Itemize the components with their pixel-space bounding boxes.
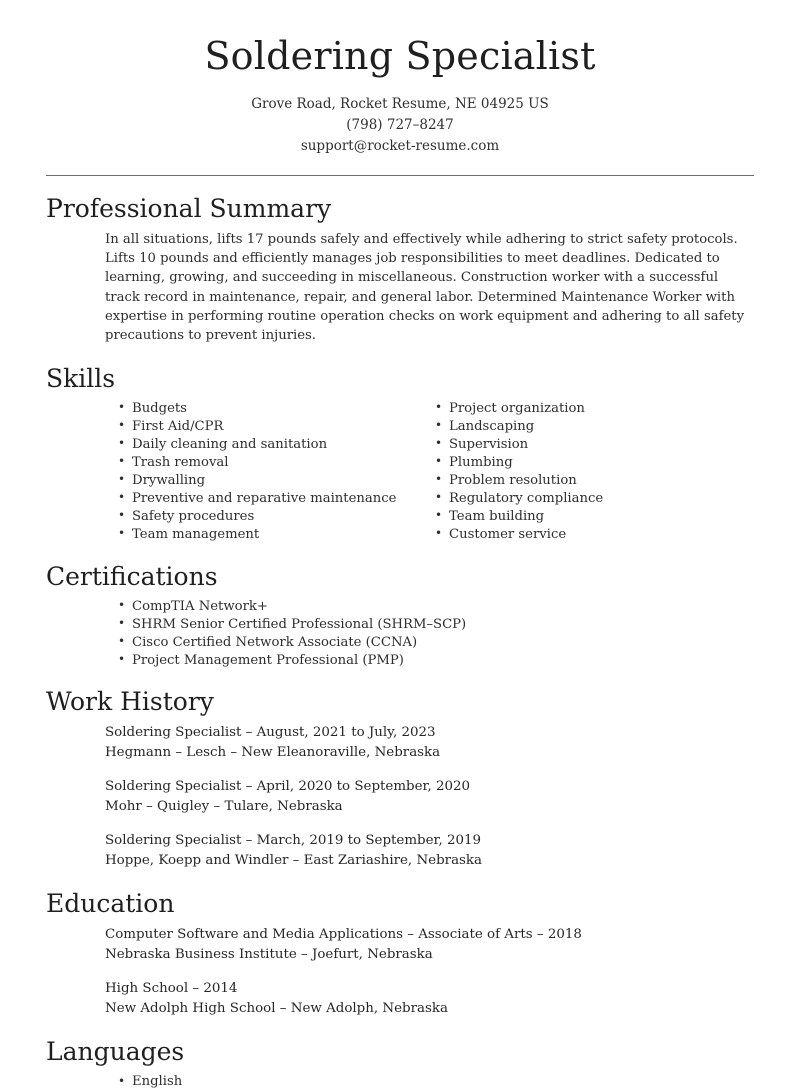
skills-list-right (435, 400, 752, 544)
entry-line-employer-location: Mohr – Quigley – Tulare, Nebraska (105, 799, 343, 815)
list-item: • Plumbing (435, 454, 752, 472)
skills-list-left (118, 400, 435, 544)
list-item: • Team management (118, 526, 435, 544)
summary-paragraph: In all situations, lifts 17 pounds safely and effectively while adhering to strict safety protocols. Lifts 10 pounds and efficiently manages job responsibilities to meet deadlines. Dedicated to learning, growing, and succeeding in miscellaneous. Construction worker with a successful track record in maintenance, repair, and general labor. Determined Maintenance Worker with expertise in performing routine operation checks on work equipment and adhering to all safety precautions to prevent injuries. (105, 231, 745, 344)
section-heading-professional-summary: Professional Summary (46, 193, 332, 223)
summary-body (46, 230, 754, 346)
entry (105, 777, 754, 817)
entry-line-employer-location: Hegmann – Lesch – New Eleanoraville, Nebraska (105, 745, 441, 761)
contact-block (46, 94, 754, 157)
section-work-history (46, 687, 754, 871)
resume-header (46, 0, 754, 176)
list-item: • SHRM Senior Certified Professional (SHRM–SCP) (118, 616, 754, 634)
entry-line-role-dates: Soldering Specialist – August, 2021 to July, 2023 (105, 725, 436, 741)
contact-phone: (798) 727–8247 (346, 116, 454, 133)
list-item: • CompTIA Network+ (118, 598, 754, 616)
education-entries (46, 925, 754, 1019)
entry-line-program-degree-year: High School – 2014 (105, 981, 238, 997)
section-professional-summary (46, 194, 754, 346)
list-item: • Safety procedures (118, 508, 435, 526)
entry-line-employer-location: Hoppe, Koepp and Windler – East Zariashire, Nebraska (105, 853, 483, 869)
header-divider (46, 175, 754, 176)
list-item: • Landscaping (435, 418, 752, 436)
certifications-list (118, 598, 754, 670)
list-item: • English (118, 1073, 754, 1091)
languages-body (46, 1073, 754, 1091)
list-item: • Customer service (435, 526, 752, 544)
entry-line-role-dates: Soldering Specialist – April, 2020 to September, 2020 (105, 779, 471, 795)
list-item: • Drywalling (118, 472, 435, 490)
section-heading-certifications: Certifications (46, 561, 218, 591)
list-item: • Regulatory compliance (435, 490, 752, 508)
list-item: • Daily cleaning and sanitation (118, 436, 435, 454)
entry (105, 979, 754, 1019)
entry (105, 925, 754, 965)
list-item: • Problem resolution (435, 472, 752, 490)
skills-column-left (118, 400, 435, 544)
list-item: • Project Management Professional (PMP) (118, 652, 754, 670)
entry-line-school-location: New Adolph High School – New Adolph, Nebraska (105, 1001, 448, 1017)
section-skills (46, 364, 754, 544)
entry (105, 723, 754, 763)
list-item: • Budgets (118, 400, 435, 418)
list-item: • Preventive and reparative maintenance (118, 490, 435, 508)
list-item: • First Aid/CPR (118, 418, 435, 436)
entry-line-school-location: Nebraska Business Institute – Joefurt, Nebraska (105, 947, 433, 963)
list-item: • Supervision (435, 436, 752, 454)
work-history-entries (46, 723, 754, 871)
section-education (46, 889, 754, 1019)
entry-line-program-degree-year: Computer Software and Media Applications – Associate of Arts – 2018 (105, 927, 582, 943)
entry-line-role-dates: Soldering Specialist – March, 2019 to September, 2019 (105, 833, 482, 849)
list-item: • Project organization (435, 400, 752, 418)
skills-columns (46, 400, 754, 544)
entry (105, 831, 754, 871)
page-title: Soldering Specialist (204, 34, 596, 78)
section-certifications (46, 562, 754, 670)
contact-address: Grove Road, Rocket Resume, NE 04925 US (251, 95, 549, 112)
certifications-body (46, 598, 754, 670)
list-item: • Trash removal (118, 454, 435, 472)
section-heading-work-history: Work History (46, 687, 214, 717)
list-item: • Cisco Certified Network Associate (CCNA) (118, 634, 754, 652)
contact-email: support@rocket-resume.com (300, 137, 500, 154)
languages-list (118, 1073, 754, 1091)
section-heading-languages: Languages (46, 1037, 185, 1067)
list-item: • Team building (435, 508, 752, 526)
skills-column-right (435, 400, 752, 544)
section-languages (46, 1037, 754, 1091)
section-heading-skills: Skills (46, 363, 116, 393)
section-heading-education: Education (46, 889, 175, 919)
